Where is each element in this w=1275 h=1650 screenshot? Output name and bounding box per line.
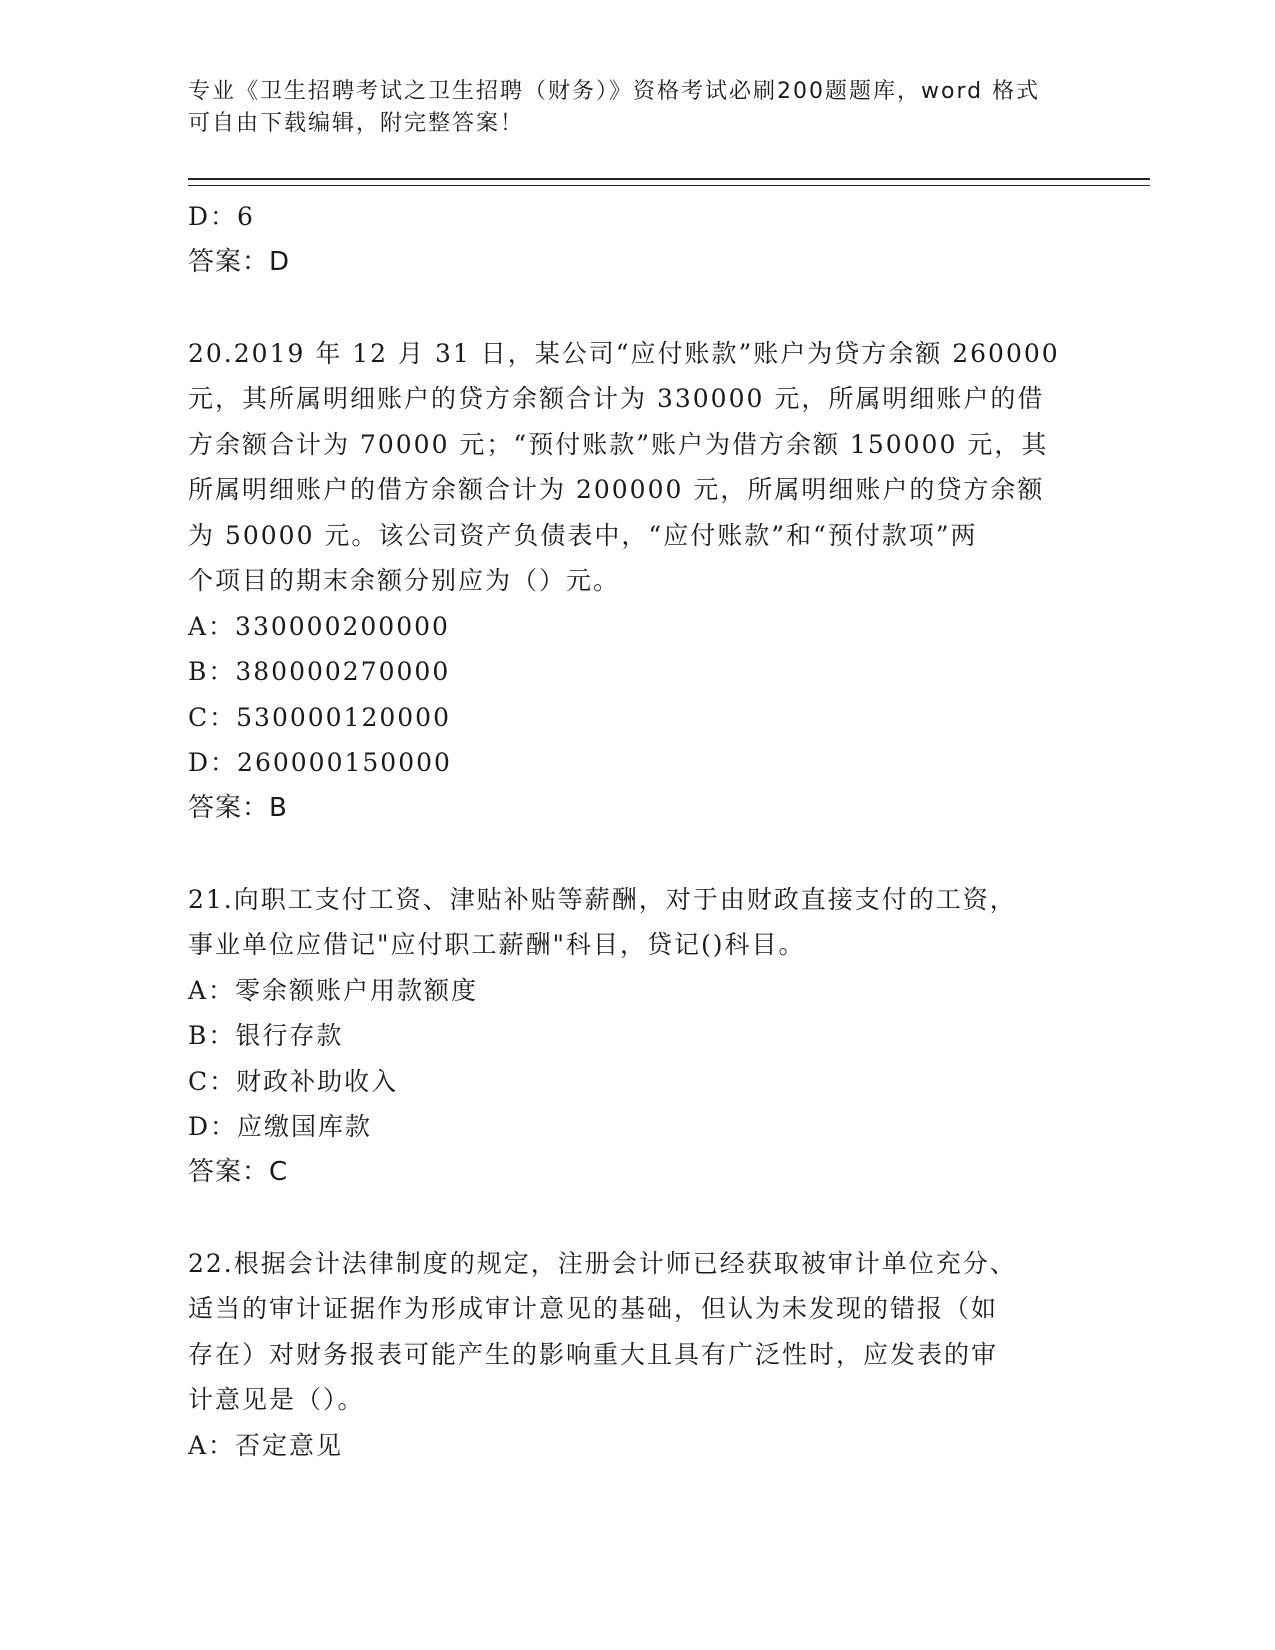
question-text-line: 20.2019 年 12 月 31 日，某公司“应付账款”账户为贷方余额 260000 [188,338,1060,368]
option-d: D：应缴国库款 [188,1112,373,1141]
option-d: D：6 [188,202,255,231]
question-22 [188,1241,1088,1469]
header-line-2: 可自由下载编辑，附完整答案！ [188,111,525,136]
option-b: B：380000270000 [188,657,451,686]
option-b: B：银行存款 [188,1021,344,1050]
option-a: A：零余额账户用款额度 [188,975,479,1005]
answer-line: 答案：D [188,246,291,277]
header-divider [188,178,1150,186]
question-text-line: 方余额合计为 70000 元；“预付账款”账户为借方余额 150000 元，其 [188,429,1049,459]
question-text-line: 适当的审计证据作为形成审计意见的基础，但认为未发现的错报（如 [188,1294,999,1323]
page-content [188,194,1088,1468]
question-text-line: 计意见是（）。 [188,1385,365,1414]
option-c: C：财政补助收入 [188,1066,399,1096]
question-text-line: 事业单位应借记"应付职工薪酬"科目，贷记()科目。 [188,930,806,959]
question-text-line: 个项目的期末余额分别应为（）元。 [188,566,621,595]
question-text-line: 存在）对财务报表可能产生的影响重大且具有广泛性时，应发表的审 [188,1339,999,1369]
answer-line: 答案：B [188,792,288,823]
question-text-line: 为 50000 元。该公司资产负债表中，“应付账款”和“预付款项”两 [188,520,978,550]
page-header [188,76,1088,140]
option-d: D：260000150000 [188,748,452,777]
answer-line: 答案：C [188,1156,289,1187]
question-text-line: 22.根据会计法律制度的规定，注册会计师已经获取被审计单位充分、 [188,1248,1017,1278]
question-20 [188,331,1088,832]
option-a: A：330000200000 [188,611,450,641]
option-a: A：否定意见 [188,1430,344,1460]
option-c: C：530000120000 [188,702,451,732]
spacer [188,1195,1088,1241]
header-line-1: 专业《卫生招聘考试之卫生招聘（财务）》资格考试必刷200题题库，word 格式 [188,79,1041,104]
question-text-line: 21.向职工支付工资、津贴补贴等薪酬，对于由财政直接支付的工资， [188,884,1017,914]
question-text-line: 元，其所属明细账户的贷方余额合计为 330000 元，所属明细账户的借 [188,384,1045,413]
question-text-line: 所属明细账户的借方余额合计为 200000 元，所属明细账户的贷方余额 [188,475,1045,504]
spacer [188,831,1088,877]
spacer [188,285,1088,331]
question-21 [188,877,1088,1196]
